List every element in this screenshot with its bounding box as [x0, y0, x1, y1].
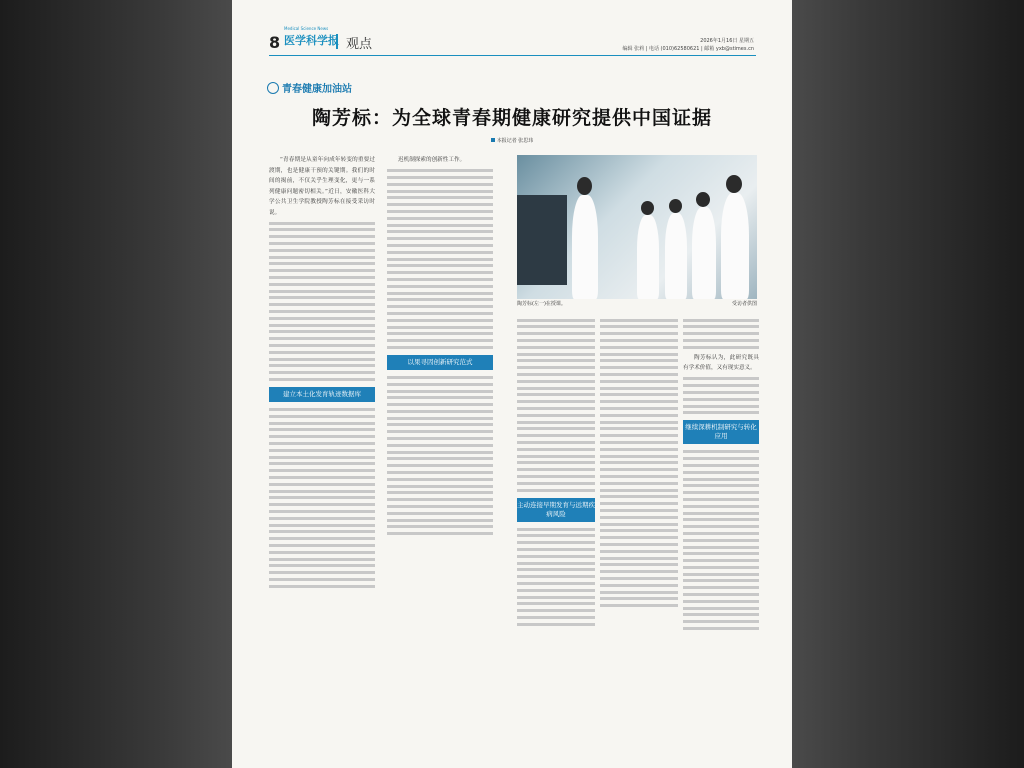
text-line [517, 427, 595, 430]
text-line [683, 471, 759, 474]
text-line [600, 400, 678, 403]
text-column-2 [387, 155, 493, 539]
text-line [517, 332, 595, 335]
text-line [683, 332, 759, 335]
text-line [517, 414, 595, 417]
text-line [387, 491, 493, 494]
text-line [387, 471, 493, 474]
text-line [387, 224, 493, 227]
text-line [269, 456, 375, 459]
section-head: 继续深耕机制研究与转化应用 [683, 420, 759, 444]
text-line [517, 441, 595, 444]
photo-caption [517, 300, 757, 307]
text-line [600, 563, 678, 566]
section-head: 以果寻因创新研究范式 [387, 355, 493, 370]
text-line [517, 562, 595, 565]
text-line [683, 546, 759, 549]
text-line [269, 449, 375, 452]
text-line [517, 455, 595, 458]
page-number: 8 [269, 33, 281, 52]
text-line [517, 461, 595, 464]
text-line [387, 525, 493, 528]
text-line [269, 530, 375, 533]
text-line [269, 578, 375, 581]
text-line [683, 498, 759, 501]
text-line [387, 423, 493, 426]
section-head: 主动连接早期发育与远期疾病风险 [517, 498, 595, 522]
section-name: 观点 [346, 37, 373, 52]
text-line [269, 435, 375, 438]
text-line [387, 264, 493, 267]
date-line: 2026年1月16日 星期五 [700, 38, 754, 44]
text-line [269, 269, 375, 272]
text-line [387, 396, 493, 399]
text-line [269, 496, 375, 499]
text-line [517, 407, 595, 410]
text-line [387, 217, 493, 220]
text-line [600, 325, 678, 328]
text-line [387, 430, 493, 433]
text-line [269, 324, 375, 327]
text-line [387, 457, 493, 460]
text-line [269, 222, 375, 225]
text-line [269, 503, 375, 506]
text-line [600, 373, 678, 376]
text-line [269, 564, 375, 567]
text-line [600, 380, 678, 383]
text-line [387, 312, 493, 315]
text-line [517, 482, 595, 485]
text-line [683, 377, 759, 380]
text-line [269, 364, 375, 367]
text-line [683, 464, 759, 467]
text-line [387, 196, 493, 199]
text-line [387, 319, 493, 322]
text-line [600, 516, 678, 519]
caption-text: 陶芳标(左一)在授课。 [517, 301, 566, 307]
header-rule [269, 55, 756, 56]
text-line [387, 346, 493, 349]
text-line [387, 298, 493, 301]
section-head: 建立本土化发育轨迹数据库 [269, 387, 375, 402]
paragraph: 迟机制探索的创新性工作。 [398, 157, 466, 163]
text-line [600, 591, 678, 594]
text-line [269, 585, 375, 588]
article-photo [517, 155, 757, 299]
text-line [387, 326, 493, 329]
text-line [683, 484, 759, 487]
text-line [600, 427, 678, 430]
text-line [387, 190, 493, 193]
text-line [517, 421, 595, 424]
text-line [269, 428, 375, 431]
text-line [517, 359, 595, 362]
text-line [517, 325, 595, 328]
text-line [269, 262, 375, 265]
text-line [600, 502, 678, 505]
text-line [269, 276, 375, 279]
text-line [269, 483, 375, 486]
text-line [269, 422, 375, 425]
text-line [269, 358, 375, 361]
section-divider-icon [336, 34, 343, 49]
text-line [269, 558, 375, 561]
text-line [683, 620, 759, 623]
text-line [600, 570, 678, 573]
text-line [600, 584, 678, 587]
text-line [683, 405, 759, 408]
text-line [517, 353, 595, 356]
text-line [600, 339, 678, 342]
text-line [269, 469, 375, 472]
text-line [517, 582, 595, 585]
text-line [269, 378, 375, 381]
article-title: 陶芳标：为全球青春期健康研究提供中国证据 [311, 107, 712, 129]
text-line [600, 468, 678, 471]
text-line [269, 571, 375, 574]
text-line [269, 290, 375, 293]
text-line [269, 337, 375, 340]
text-line [600, 536, 678, 539]
text-line [517, 541, 595, 544]
text-line [517, 528, 595, 531]
text-line [683, 491, 759, 494]
text-line [517, 434, 595, 437]
text-line [600, 387, 678, 390]
text-line [387, 505, 493, 508]
text-line [517, 534, 595, 537]
brand-logo: 医学科学报 [284, 34, 339, 47]
text-line [600, 543, 678, 546]
text-column-5 [683, 315, 759, 634]
text-line [269, 310, 375, 313]
text-line [269, 544, 375, 547]
text-line [269, 283, 375, 286]
text-line [600, 509, 678, 512]
byline-marker-icon [491, 138, 495, 142]
text-line [387, 230, 493, 233]
text-line [683, 586, 759, 589]
text-line [387, 176, 493, 179]
text-line [387, 285, 493, 288]
text-line [600, 319, 678, 322]
text-line [269, 415, 375, 418]
column-tag [267, 80, 352, 95]
text-line [683, 450, 759, 453]
text-line [683, 566, 759, 569]
text-line [387, 410, 493, 413]
text-line [517, 489, 595, 492]
text-line [387, 183, 493, 186]
text-line [387, 390, 493, 393]
text-line [600, 523, 678, 526]
page-header [232, 0, 792, 62]
text-line [517, 366, 595, 369]
text-line [387, 203, 493, 206]
text-line [600, 482, 678, 485]
text-line [269, 524, 375, 527]
text-line [387, 271, 493, 274]
text-line [269, 462, 375, 465]
text-line [517, 555, 595, 558]
text-line [683, 391, 759, 394]
text-line [269, 537, 375, 540]
text-line [517, 596, 595, 599]
text-line [517, 609, 595, 612]
text-column-1 [269, 155, 375, 592]
text-line [600, 366, 678, 369]
text-line [600, 475, 678, 478]
text-line [600, 332, 678, 335]
text-line [269, 344, 375, 347]
text-line [683, 593, 759, 596]
text-line [600, 441, 678, 444]
text-line [387, 258, 493, 261]
text-line [683, 579, 759, 582]
text-line [387, 244, 493, 247]
text-line [387, 444, 493, 447]
text-line [269, 551, 375, 554]
text-line [600, 393, 678, 396]
flower-icon [267, 82, 279, 94]
text-line [600, 414, 678, 417]
text-line [600, 577, 678, 580]
text-line [387, 251, 493, 254]
text-line [683, 398, 759, 401]
text-line [269, 490, 375, 493]
text-line [517, 380, 595, 383]
text-line [517, 623, 595, 626]
text-column-4 [600, 315, 678, 611]
text-line [600, 489, 678, 492]
text-line [517, 475, 595, 478]
text-line [683, 573, 759, 576]
photo-credit: 受访者供图 [731, 301, 757, 307]
text-line [387, 292, 493, 295]
text-line [600, 359, 678, 362]
text-line [387, 464, 493, 467]
text-line [387, 485, 493, 488]
text-line [683, 478, 759, 481]
text-line [683, 346, 759, 349]
text-line [517, 616, 595, 619]
text-line [517, 575, 595, 578]
text-line [269, 228, 375, 231]
text-line [517, 568, 595, 571]
newspaper-page [232, 0, 792, 768]
text-line [269, 317, 375, 320]
text-line [600, 495, 678, 498]
text-line [517, 602, 595, 605]
lab-equipment [517, 195, 567, 285]
text-line [387, 417, 493, 420]
byline-text: 本报记者 张思玮 [496, 138, 534, 144]
text-line [683, 384, 759, 387]
text-line [683, 600, 759, 603]
text-line [269, 408, 375, 411]
text-line [683, 319, 759, 322]
text-line [269, 296, 375, 299]
text-line [387, 339, 493, 342]
text-line [269, 476, 375, 479]
text-line [387, 278, 493, 281]
text-line [387, 512, 493, 515]
text-line [387, 519, 493, 522]
text-line [269, 235, 375, 238]
text-column-3 [517, 315, 595, 630]
text-line [387, 437, 493, 440]
text-line [517, 393, 595, 396]
text-line [683, 539, 759, 542]
text-line [517, 468, 595, 471]
text-line [683, 512, 759, 515]
text-line [683, 325, 759, 328]
text-line [600, 604, 678, 607]
text-line [269, 510, 375, 513]
text-line [269, 351, 375, 354]
text-line [517, 589, 595, 592]
text-line [387, 210, 493, 213]
text-line [269, 256, 375, 259]
text-line [600, 434, 678, 437]
text-line [269, 371, 375, 374]
text-line [517, 548, 595, 551]
text-line [683, 457, 759, 460]
text-line [517, 319, 595, 322]
text-line [600, 461, 678, 464]
text-line [683, 559, 759, 562]
text-line [517, 373, 595, 376]
text-line [517, 448, 595, 451]
text-line [683, 525, 759, 528]
text-line [600, 407, 678, 410]
text-line [683, 532, 759, 535]
text-line [600, 455, 678, 458]
text-line [683, 627, 759, 630]
text-line [387, 403, 493, 406]
text-line [600, 557, 678, 560]
editor-line: 编辑 张莉 | 电话 (010)62580621 | 邮箱 yxb@stimes.cn [622, 46, 754, 52]
text-line [387, 478, 493, 481]
text-line [269, 249, 375, 252]
right-shadow-margin [792, 0, 1024, 768]
paragraph: “青春期是从童年向成年转变的重要过渡期，也是健康干预的关键期。我们的时间的揭前，不仅关乎生理变化，更与一系列健康问题密切相关。”近日，安徽医科大学公共卫生学院教授陶芳标在接受采访时说。 [269, 157, 375, 216]
text-line [600, 346, 678, 349]
text-line [600, 550, 678, 553]
text-line [387, 498, 493, 501]
text-line [517, 346, 595, 349]
text-line [387, 376, 493, 379]
column-tag-label: 青春健康加油站 [282, 84, 352, 95]
text-line [600, 448, 678, 451]
text-line [387, 169, 493, 172]
text-line [683, 339, 759, 342]
text-line [600, 353, 678, 356]
text-line [269, 517, 375, 520]
text-line [683, 518, 759, 521]
text-line [517, 387, 595, 390]
text-line [683, 552, 759, 555]
text-line [269, 242, 375, 245]
text-line [387, 305, 493, 308]
brand-english: Medical Science News [284, 26, 329, 31]
text-line [600, 529, 678, 532]
text-line [387, 332, 493, 335]
header-meta [623, 37, 755, 53]
text-line [683, 613, 759, 616]
text-line [683, 607, 759, 610]
text-line [387, 451, 493, 454]
paragraph: 陶芳标认为，此研究既具有学术价值，又有现实意义。 [683, 354, 759, 372]
byline [232, 137, 792, 144]
text-line [517, 400, 595, 403]
text-line [387, 237, 493, 240]
text-line [387, 532, 493, 535]
text-line [600, 597, 678, 600]
text-line [683, 411, 759, 414]
left-shadow-margin [0, 0, 232, 768]
text-line [269, 303, 375, 306]
text-line [517, 339, 595, 342]
text-line [600, 421, 678, 424]
text-line [269, 442, 375, 445]
text-line [387, 383, 493, 386]
text-line [269, 330, 375, 333]
text-line [683, 505, 759, 508]
